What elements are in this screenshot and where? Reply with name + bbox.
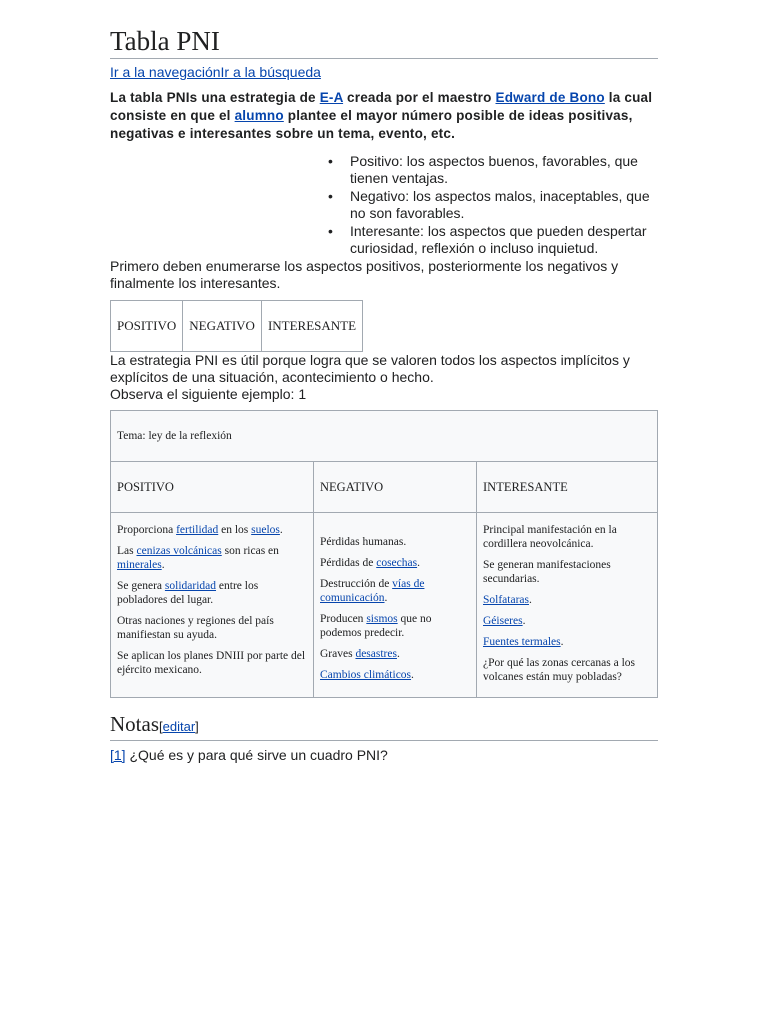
table-row (111, 513, 658, 698)
interesante-cell (477, 513, 658, 698)
suelos-link[interactable]: suelos (251, 524, 280, 536)
paragraph-order: Primero deben enumerarse los aspectos positivos, posteriormente los negativos y finalmente los interesantes. (110, 258, 619, 291)
cell-paragraph (117, 523, 307, 537)
cell-text: . (417, 557, 420, 569)
solfataras-link[interactable]: Solfataras (483, 594, 529, 606)
desastres-link[interactable]: desastres (355, 648, 397, 660)
solidaridad-link[interactable]: solidaridad (164, 580, 217, 592)
header-negativo: NEGATIVO (314, 462, 477, 513)
list-item (328, 223, 658, 257)
cell-paragraph (320, 668, 470, 682)
cell-paragraph: Otras naciones y regiones del país manifiestan su ayuda. (117, 615, 274, 641)
table-cell: POSITIVO (111, 301, 183, 352)
edward-de-bono-link[interactable]: Edward de Bono (495, 90, 605, 105)
bullet-icon: • (328, 223, 333, 239)
cambios-climaticos-link[interactable]: Cambios climáticos (320, 669, 412, 681)
list-item (328, 188, 658, 222)
intro-text: la cual consiste en que el (110, 90, 653, 123)
cell-text: . (384, 592, 388, 604)
table-row (111, 301, 363, 352)
notes-heading-text: Notas (110, 712, 159, 736)
article (110, 0, 658, 764)
vias-de-comunicacion-link[interactable]: vías de comunicación (320, 578, 425, 604)
cenizas-volcanicas-link[interactable]: cenizas volcánicas (136, 545, 222, 557)
reference-link[interactable]: [1] (110, 747, 126, 763)
cell-text: en los (218, 524, 252, 536)
cell-text: Se genera (117, 580, 165, 592)
definition-text: Interesante: los aspectos que pueden despertar curiosidad, reflexión o incluso inquietud. (350, 223, 647, 256)
intro-paragraph (110, 89, 658, 143)
paragraph-example-intro: Observa el siguiente ejemplo: 1 (110, 386, 307, 402)
note-text: ¿Qué es y para qué sirve un cuadro PNI? (125, 747, 388, 763)
example-table (110, 410, 658, 698)
cell-text: Las (117, 545, 137, 557)
alumno-link[interactable]: alumno (234, 108, 284, 123)
cell-text: Pérdidas de (320, 557, 377, 569)
list-item (328, 153, 658, 187)
bullet-icon: • (328, 153, 333, 169)
header-positivo: POSITIVO (111, 462, 314, 513)
cell-text: . (279, 524, 283, 536)
jump-to-navigation-link[interactable]: Ir a la navegación (110, 64, 221, 80)
bullet-icon: • (328, 188, 333, 204)
definition-text: Negativo: los aspectos malos, inaceptables, que no son favorables. (350, 188, 650, 221)
intro-text: La tabla PNIs una estrategia de (110, 90, 320, 105)
bracket: [ (159, 719, 163, 734)
paragraph-usefulness: La estrategia PNI es útil porque logra que se valoren todos los aspectos implícitos y explícitos de una situación, acontecimiento o hecho. (110, 352, 630, 385)
cell-paragraph (483, 635, 651, 649)
cell-text: . (411, 669, 414, 681)
minerales-link[interactable]: minerales (117, 559, 162, 571)
table-header-row (111, 462, 658, 513)
bracket: ] (195, 719, 199, 734)
cell-paragraph (483, 593, 651, 607)
note-item (110, 747, 658, 764)
sismos-link[interactable]: sismos (366, 613, 398, 625)
notes-heading (110, 712, 658, 741)
cell-text: Producen (320, 613, 367, 625)
cell-paragraph: Se generan manifestaciones secundarias. (483, 559, 611, 585)
cell-paragraph (320, 556, 470, 570)
cell-text: Destrucción de (320, 578, 393, 590)
pni-header-table (110, 300, 363, 352)
definition-text: Positivo: los aspectos buenos, favorables, que tienen ventajas. (350, 153, 638, 186)
cell-text: . (522, 615, 526, 627)
cell-text: . (396, 648, 400, 660)
cell-paragraph: Se aplican los planes DNIII por parte del ejército mexicano. (117, 650, 306, 676)
cell-paragraph (483, 614, 651, 628)
table-cell: INTERESANTE (261, 301, 362, 352)
cell-text: Graves (320, 648, 356, 660)
edit-link[interactable]: editar (162, 719, 196, 734)
positivo-cell (111, 513, 314, 698)
cell-text: . (560, 636, 564, 648)
cell-paragraph (117, 579, 307, 607)
jump-links (110, 63, 658, 81)
definitions-list (110, 153, 658, 257)
cell-paragraph (320, 612, 470, 640)
fertilidad-link[interactable]: fertilidad (176, 524, 219, 536)
tema-cell: Tema: ley de la reflexión (111, 411, 658, 462)
cell-paragraph (320, 577, 470, 605)
cell-text: . (528, 594, 532, 606)
cell-paragraph (320, 647, 470, 661)
header-interesante: INTERESANTE (477, 462, 658, 513)
ea-link[interactable]: E-A (319, 90, 344, 105)
edit-section (159, 719, 199, 734)
cell-text: entre los pobladores del lugar. (117, 580, 259, 606)
intro-text: plantee el mayor número posible de ideas positivas, negativas e interesantes sobre un tema, evento, etc. (110, 108, 633, 141)
cell-text: . (161, 559, 165, 571)
cell-paragraph: Pérdidas humanas. (320, 536, 407, 548)
cell-paragraph: ¿Por qué las zonas cercanas a los volcanes están muy pobladas? (483, 657, 635, 683)
page-title: Tabla PNI (110, 26, 658, 59)
negativo-cell (314, 513, 477, 698)
cell-paragraph: Principal manifestación en la cordillera neovolcánica. (483, 524, 617, 550)
cell-text: son ricas en (221, 545, 279, 557)
cosechas-link[interactable]: cosechas (376, 557, 418, 569)
cell-text: Proporciona (117, 524, 177, 536)
table-row (111, 411, 658, 462)
cell-paragraph (117, 544, 307, 572)
jump-to-search-link[interactable]: Ir a la búsqueda (220, 64, 321, 80)
fuentes-termales-link[interactable]: Fuentes termales (483, 636, 561, 648)
geiseres-link[interactable]: Géiseres (483, 615, 523, 627)
intro-text: creada por el maestro (343, 90, 496, 105)
table-cell: NEGATIVO (183, 301, 262, 352)
cell-text: que no podemos predecir. (320, 613, 432, 639)
